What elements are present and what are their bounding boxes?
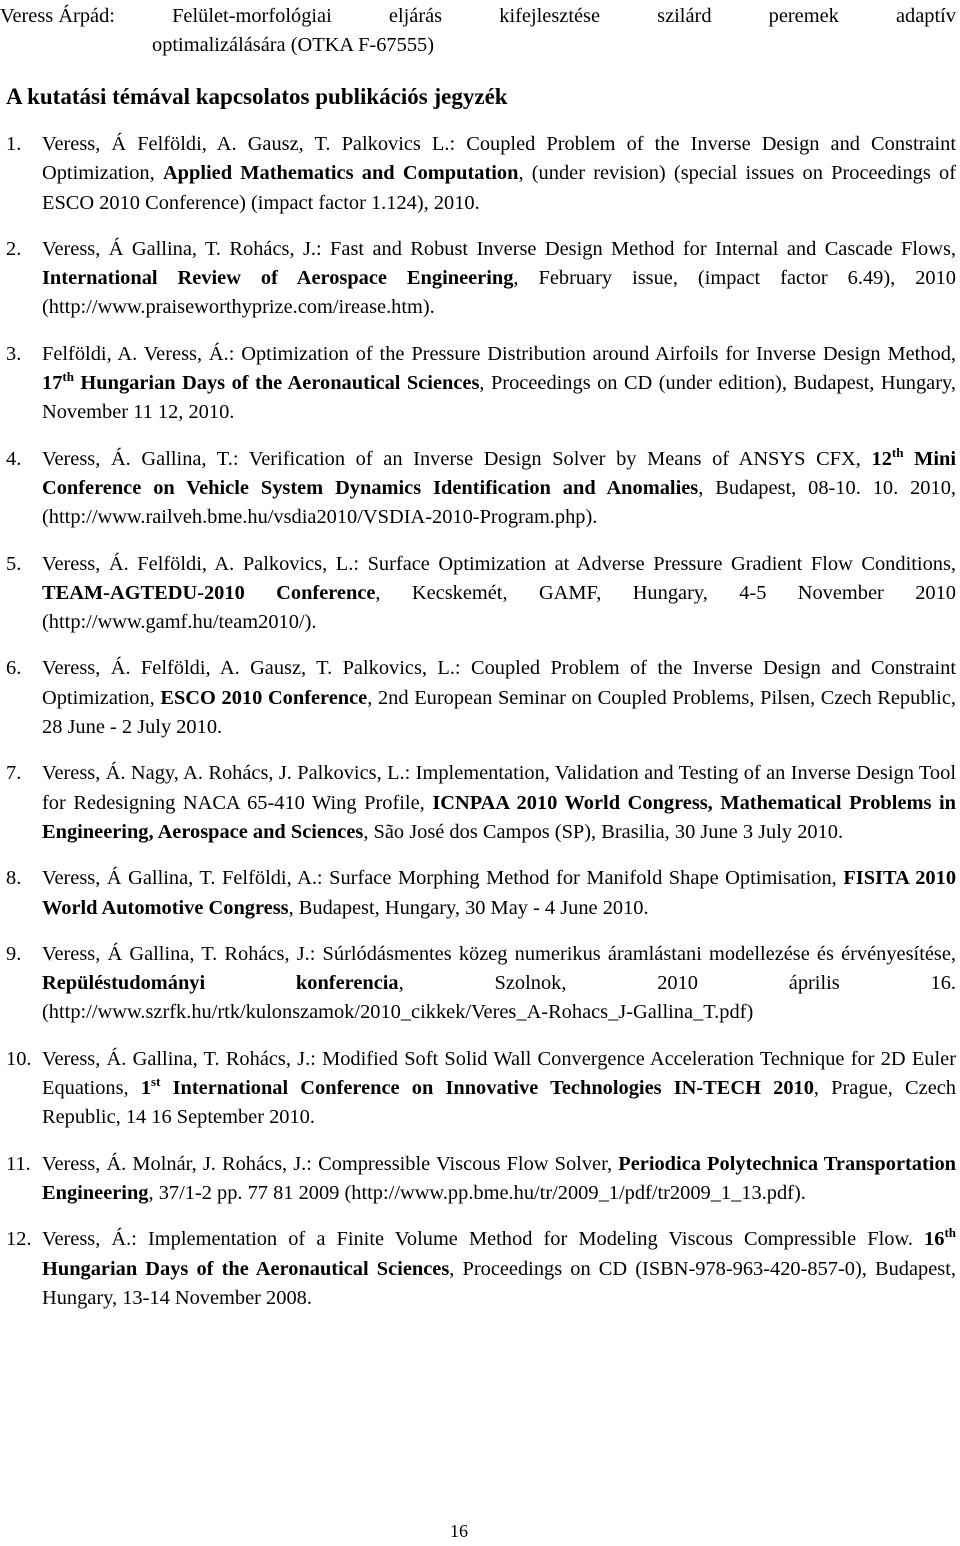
reference-number: 2.: [6, 237, 22, 260]
reference-number: 10.: [6, 1047, 32, 1070]
header-line-2: optimalizálására (OTKA F-67555): [152, 34, 434, 57]
header-line-1: [0, 2, 956, 31]
venue-title: 1: [140, 1077, 152, 1100]
reference-number: 12.: [6, 1228, 32, 1251]
venue-title: 17: [42, 372, 63, 395]
reference-item: [0, 940, 956, 1028]
venue-title: Periodica Polytechnica Transportation Engineering: [42, 1152, 956, 1204]
reference-text-segment: Veress, Á.: Implementation of a Finite Volume Method for Modeling Viscous Compressible Flow.: [42, 1228, 925, 1251]
venue-title: ESCO 2010 Conference: [160, 686, 368, 709]
reference-text-segment: , São José dos Campos (SP), Brasilia, 30 June 3 July 2010.: [363, 820, 844, 843]
reference-text-segment: , February issue, (impact factor 6.49), 2010 (http://www.praiseworthyprize.com/irease.htm).: [42, 267, 956, 319]
reference-text: [42, 1153, 956, 1204]
reference-item: [0, 130, 956, 218]
reference-text-segment: Veress, Á Gallina, T. Felföldi, A.: Surface Morphing Method for Manifold Shape Optimisation,: [42, 867, 844, 890]
header-word: eljárás: [388, 5, 443, 27]
reference-list: [0, 130, 956, 1330]
ordinal-superscript: th: [891, 444, 904, 460]
venue-title: Applied Mathematics and Computation: [162, 162, 519, 185]
reference-text-segment: Veress, Á. Nagy, A. Rohács, J. Palkovics, L.: Implementation, Validation and Testing of an Inverse Design Tool for Redesigning NACA 65-410 Wing Profile,: [42, 762, 956, 814]
reference-text: [42, 133, 956, 214]
reference-text-segment: Veress, Á. Gallina, T. Rohács, J.: Modified Soft Solid Wall Convergence Acceleration Technique for 2D Euler Equations,: [42, 1047, 956, 1100]
reference-text-segment: Veress, Á. Felföldi, A. Palkovics, L.: Surface Optimization at Adverse Pressure Gradient Flow Conditions,: [42, 552, 956, 575]
header-word: adaptív: [895, 5, 956, 27]
reference-text: [42, 943, 956, 1024]
reference-text: [42, 238, 956, 319]
header-word: szilárd: [657, 5, 712, 27]
venue-title: 12: [871, 447, 892, 470]
page-header: [0, 2, 956, 61]
reference-item: [0, 1150, 956, 1209]
ordinal-superscript: th: [944, 1225, 956, 1241]
reference-number: 1.: [6, 133, 22, 155]
reference-text-segment: Veress, Á Felföldi, A. Gausz, T. Palkovics L.: Coupled Problem of the Inverse Design and Constraint Optimization,: [42, 133, 956, 185]
reference-text-segment: , Prague, Czech Republic, 14 16 September 2010.: [42, 1077, 956, 1129]
reference-text: [42, 867, 956, 918]
reference-text-segment: Veress, Á Gallina, T. Rohács, J.: Súrlódásmentes közeg numerikus áramlástani modellezése és érvényesítése,: [42, 942, 956, 965]
reference-number: 5.: [6, 552, 22, 575]
page-title: A kutatási témával kapcsolatos publikációs jegyzék: [6, 84, 508, 109]
reference-text-segment: , Proceedings on CD (under edition), Budapest, Hungary, November 11 12, 2010.: [42, 372, 956, 424]
reference-text-segment: Veress, Á. Gallina, T.: Verification of an Inverse Design Solver by Means of ANSYS CFX,: [42, 447, 872, 470]
venue-title: TEAM-AGTEDU-2010 Conference: [42, 581, 376, 604]
reference-number: 7.: [6, 762, 22, 785]
reference-number: 6.: [6, 657, 22, 680]
venue-title: Repüléstudományi konferencia: [42, 972, 399, 995]
reference-text-segment: , Proceedings on CD (ISBN-978-963-420-857-0), Budapest, Hungary, 13-14 November 2008.: [42, 1257, 956, 1309]
reference-text: [42, 444, 957, 529]
reference-text-segment: , (under revision) (special issues on Proceedings of ESCO 2010 Conference) (impact factor 1.124), 2010.: [42, 162, 957, 214]
reference-item: [0, 864, 956, 923]
reference-number: 11.: [6, 1152, 31, 1175]
reference-text: [42, 657, 956, 738]
reference-text: [42, 762, 956, 843]
reference-text-segment: , Szolnok, 2010 április 16. (http://www.szrfk.hu/rtk/kulonszamok/2010_cikkek/Veres_A-Rohacs_J-Gallina_T.pdf): [42, 972, 956, 1024]
ordinal-superscript: th: [62, 369, 74, 385]
reference-item: [0, 235, 956, 323]
venue-title: Hungarian Days of the Aeronautical Sciences: [73, 372, 480, 395]
reference-item: [0, 1045, 956, 1133]
reference-item: [0, 759, 956, 847]
header-word: kifejlesztése: [499, 5, 601, 27]
reference-number: 8.: [6, 867, 22, 890]
reference-text-segment: Veress, Á. Felföldi, A. Gausz, T. Palkovics, L.: Coupled Problem of the Inverse Design and Constraint Optimization,: [42, 657, 956, 709]
reference-text: [42, 1048, 956, 1129]
reference-item: [0, 340, 956, 428]
venue-title: Hungarian Days of the Aeronautical Sciences: [42, 1257, 450, 1280]
reference-item: [0, 1225, 956, 1313]
reference-text: [42, 553, 956, 634]
reference-number: 4.: [6, 447, 22, 470]
reference-item: [0, 550, 956, 638]
reference-item: [0, 445, 956, 533]
venue-title: Mini Conference on Vehicle System Dynamics Identification and Anomalies: [42, 447, 957, 499]
reference-text-segment: Felföldi, A. Veress, Á.: Optimization of the Pressure Distribution around Airfoils for Inverse Design Method,: [42, 342, 956, 365]
reference-text-segment: , Budapest, 08-10. 10. 2010, (http://www.railveh.bme.hu/vsdia2010/VSDIA-2010-Program.php).: [42, 476, 956, 529]
venue-title: ICNPAA 2010 World Congress, Mathematical Problems in Engineering, Aerospace and Sciences: [42, 791, 956, 843]
reference-text-segment: , Kecskemét, GAMF, Hungary, 4-5 November 2010 (http://www.gamf.hu/team2010/).: [42, 581, 956, 634]
venue-title: International Review of Aerospace Engineering: [42, 267, 514, 290]
reference-number: 3.: [6, 342, 22, 365]
venue-title: International Conference on Innovative Technologies IN-TECH 2010: [160, 1077, 814, 1100]
reference-text-segment: Veress, Á. Molnár, J. Rohács, J.: Compressible Viscous Flow Solver,: [42, 1152, 619, 1175]
reference-text: [42, 1225, 956, 1309]
header-word: Veress Árpád:: [0, 5, 115, 27]
ordinal-superscript: st: [151, 1074, 161, 1090]
reference-text-segment: , Budapest, Hungary, 30 May - 4 June 2010.: [288, 896, 649, 919]
reference-text-segment: Veress, Á Gallina, T. Rohács, J.: Fast and Robust Inverse Design Method for Internal and Cascade Flows,: [42, 237, 956, 260]
reference-item: [0, 654, 956, 742]
venue-title: 16: [924, 1228, 945, 1251]
page-number: 16: [450, 1521, 468, 1541]
reference-number: 9.: [6, 942, 22, 965]
header-word: peremek: [768, 5, 839, 27]
reference-text-segment: , 2nd European Seminar on Coupled Problems, Pilsen, Czech Republic, 28 June - 2 July 2010.: [42, 686, 956, 739]
reference-text: [42, 343, 956, 424]
venue-title: FISITA 2010 World Automotive Congress: [42, 867, 957, 919]
header-word: Felület-morfológiai: [172, 5, 332, 27]
reference-text-segment: , 37/1-2 pp. 77 81 2009 (http://www.pp.bme.hu/tr/2009_1/pdf/tr2009_1_13.pdf).: [148, 1181, 806, 1204]
